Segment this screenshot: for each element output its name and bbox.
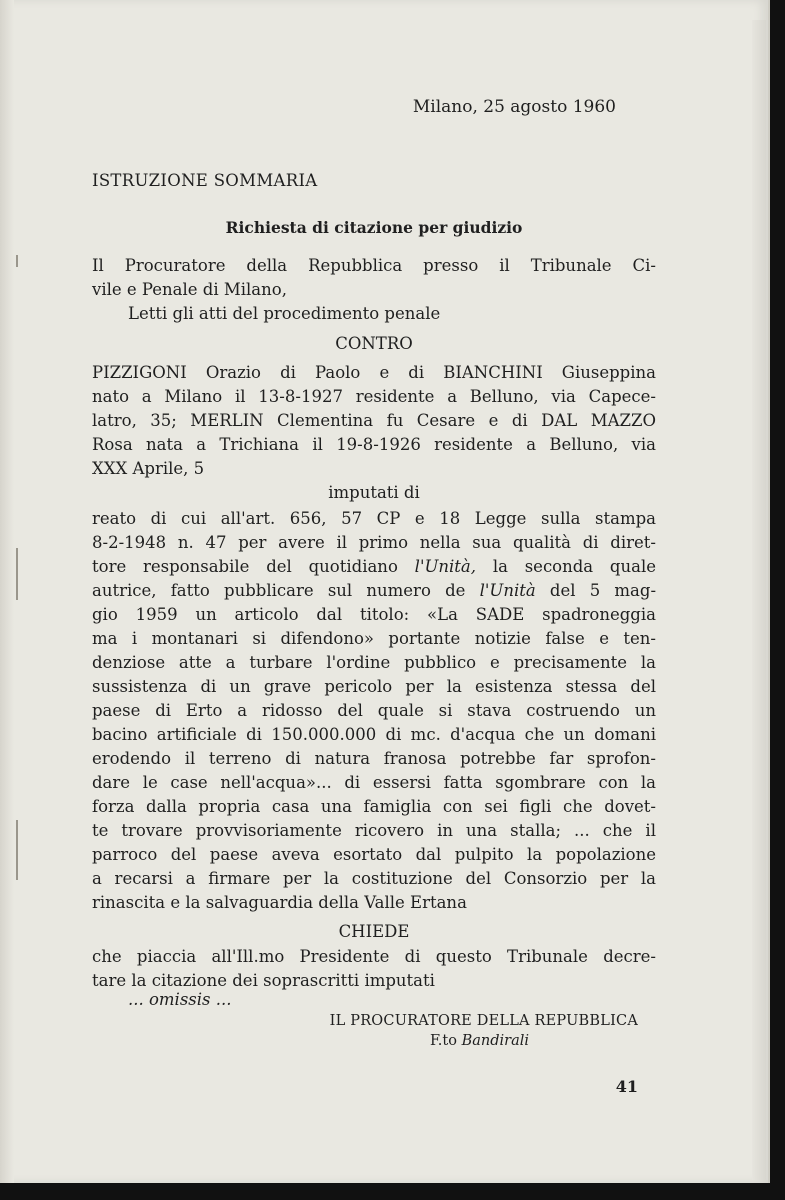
margin-mark — [16, 820, 18, 880]
intro-line: Letti gli atti del procedimento penale — [128, 304, 441, 323]
defendants-line: XXX Aprile, 5 — [92, 459, 205, 478]
charge-line: paese di Erto a ridosso del quale si stava costruendo un — [92, 701, 656, 720]
charge-line: ma i montanari si difendono» portante notizie false e ten- — [92, 629, 656, 648]
signature-title: IL PROCURATORE DELLA REPUBBLICA — [329, 1013, 638, 1029]
charge-line: rinascita e la salvaguardia della Valle Ertana — [92, 893, 467, 912]
charge-line-part: tore responsabile del quotidiano — [92, 557, 398, 576]
defendants-line: PIZZIGONI Orazio di Paolo e di BIANCHINI Giuseppina — [92, 363, 656, 382]
page-spine-shadow — [0, 0, 14, 1183]
contro-heading: CONTRO — [335, 334, 413, 353]
intro-line: vile e Penale di Milano, — [92, 280, 287, 299]
margin-mark — [16, 548, 18, 600]
omissis-text: ... omissis ... — [128, 990, 232, 1009]
chiede-heading: CHIEDE — [338, 922, 410, 941]
defendants-line: latro, 35; MERLIN Clementina fu Cesare e di DAL MAZZO — [92, 411, 656, 430]
charge-line: reato di cui all'art. 656, 57 CP e 18 Legge sulla stampa — [92, 509, 656, 528]
charge-line: a recarsi a firmare per la costituzione del Consorzio per la — [92, 869, 656, 888]
charge-line — [92, 580, 656, 602]
request-line: che piaccia all'Ill.mo Presidente di questo Tribunale decre- — [92, 947, 656, 966]
document-subtitle: Richiesta di citazione per giudizio — [225, 218, 523, 237]
charge-line: parroco del paese aveva esortato dal pulpito la popolazione — [92, 845, 656, 864]
page-number: 41 — [615, 1077, 638, 1096]
charge-line: sussistenza di un grave pericolo per la esistenza stessa del — [92, 677, 656, 696]
charge-line: erodendo il terreno di natura franosa potrebbe far sprofon- — [92, 749, 656, 768]
charge-line: gio 1959 un articolo dal titolo: «La SADE spadroneggia — [92, 605, 656, 624]
signature-name: Bandirali — [461, 1033, 529, 1049]
newspaper-title: l'Unità, — [414, 557, 477, 576]
charge-line: te trovare provvisoriamente ricovero in una stalla; ... che il — [92, 821, 656, 840]
newspaper-title: l'Unità — [479, 581, 536, 600]
request-line: tare la citazione dei soprascritti imputati — [92, 971, 435, 990]
document-date: Milano, 25 agosto 1960 — [412, 97, 616, 117]
charge-line — [92, 556, 656, 578]
charge-line: forza dalla propria casa una famiglia con sei figli che dovet- — [92, 797, 656, 816]
charge-line: denziose atte a turbare l'ordine pubblico e precisamente la — [92, 653, 656, 672]
document-heading: ISTRUZIONE SOMMARIA — [92, 171, 318, 190]
defendants-line: nato a Milano il 13-8-1927 residente a Belluno, via Capece- — [92, 387, 656, 406]
charge-line-part: del 5 mag- — [549, 581, 657, 600]
charge-line: 8-2-1948 n. 47 per avere il primo nella sua qualità di diret- — [92, 533, 656, 552]
imputati-label: imputati di — [328, 483, 420, 502]
margin-mark — [16, 255, 18, 267]
intro-line: Il Procuratore della Repubblica presso il Tribunale Ci- — [92, 256, 656, 275]
charge-line: dare le case nell'acqua»... di essersi fatta sgombrare con la — [92, 773, 656, 792]
charge-line: bacino artificiale di 150.000.000 di mc. d'acqua che un domani — [92, 725, 656, 744]
defendants-line: Rosa nata a Trichiana il 19-8-1926 residente a Belluno, via — [92, 435, 656, 454]
charge-line-part: la seconda quale — [492, 557, 656, 576]
charge-line-part: autrice, fatto pubblicare sul numero de — [92, 581, 466, 600]
signature — [430, 1033, 529, 1049]
page-edge — [752, 20, 766, 1180]
signature-prefix: F.to — [430, 1033, 457, 1049]
